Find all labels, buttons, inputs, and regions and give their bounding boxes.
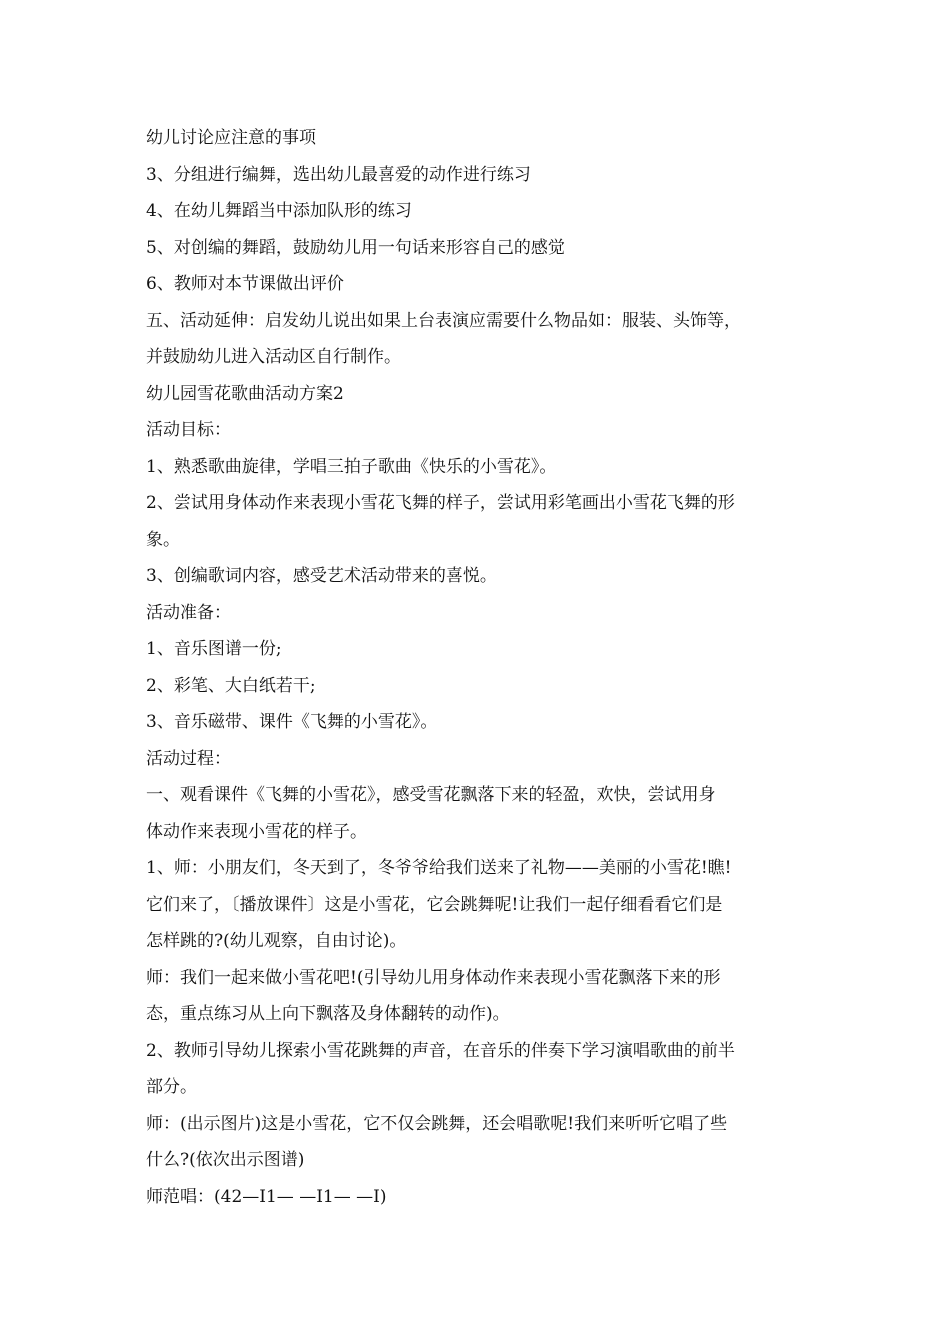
text-line: 它们来了，〔播放课件〕这是小雪花，它会跳舞呢!让我们一起仔细看看它们是 <box>146 894 723 915</box>
text-line: 一、观看课件《飞舞的小雪花》，感受雪花飘落下来的轻盈，欢快，尝试用身 <box>146 785 716 805</box>
text-line: 2、尝试用身体动作来表现小雪花飞舞的样子，尝试用彩笔画出小雪花飞舞的形 <box>146 493 735 513</box>
text-line: 怎样跳的?(幼儿观察，自由讨论)。 <box>146 931 407 951</box>
text-line: 什么?(依次出示图谱) <box>146 1150 305 1170</box>
text-line: 1、师：小朋友们，冬天到了，冬爷爷给我们送来了礼物——美丽的小雪花!瞧! <box>146 858 732 878</box>
section-heading: 活动准备： <box>146 602 231 623</box>
section-title: 幼儿园雪花歌曲活动方案2 <box>146 383 344 404</box>
text-line: 3、分组进行编舞，选出幼儿最喜爱的动作进行练习 <box>146 164 531 185</box>
text-line: 6、教师对本节课做出评价 <box>146 274 344 294</box>
text-line: 1、音乐图谱一份; <box>146 639 282 659</box>
text-line: 态，重点练习从上向下飘落及身体翻转的动作)。 <box>146 1004 510 1024</box>
text-line: 象。 <box>146 529 180 550</box>
text-line: 1、熟悉歌曲旋律，学唱三拍子歌曲《快乐的小雪花》。 <box>146 456 557 477</box>
text-line: 并鼓励幼儿进入活动区自行制作。 <box>146 347 401 367</box>
text-line: 幼儿讨论应注意的事项 <box>146 128 316 148</box>
text-line: 3、音乐磁带、课件《飞舞的小雪花》。 <box>146 712 438 732</box>
text-line: 3、创编歌词内容，感受艺术活动带来的喜悦。 <box>146 566 497 586</box>
section-heading: 活动过程： <box>146 748 231 769</box>
text-line: 2、教师引导幼儿探索小雪花跳舞的声音，在音乐的伴奏下学习演唱歌曲的前半 <box>146 1040 735 1061</box>
text-line: 2、彩笔、大白纸若干; <box>146 675 316 696</box>
text-line: 师：我们一起来做小雪花吧!(引导幼儿用身体动作来表现小雪花飘落下来的形 <box>146 967 721 988</box>
text-line: 师范唱：(42—I1— —I1— —I) <box>146 1186 387 1207</box>
text-line: 4、在幼儿舞蹈当中添加队形的练习 <box>146 201 412 221</box>
text-line: 部分。 <box>146 1077 197 1097</box>
document-body <box>146 120 826 1215</box>
text-line: 体动作来表现小雪花的样子。 <box>146 821 367 842</box>
text-line: 师：(出示图片)这是小雪花，它不仅会跳舞，还会唱歌呢!我们来听听它唱了些 <box>146 1113 728 1134</box>
text-line: 5、对创编的舞蹈，鼓励幼儿用一句话来形容自己的感觉 <box>146 237 565 258</box>
section-heading: 活动目标： <box>146 420 231 440</box>
text-line: 五、活动延伸：启发幼儿说出如果上台表演应需要什么物品如：服装、头饰等， <box>146 310 741 331</box>
